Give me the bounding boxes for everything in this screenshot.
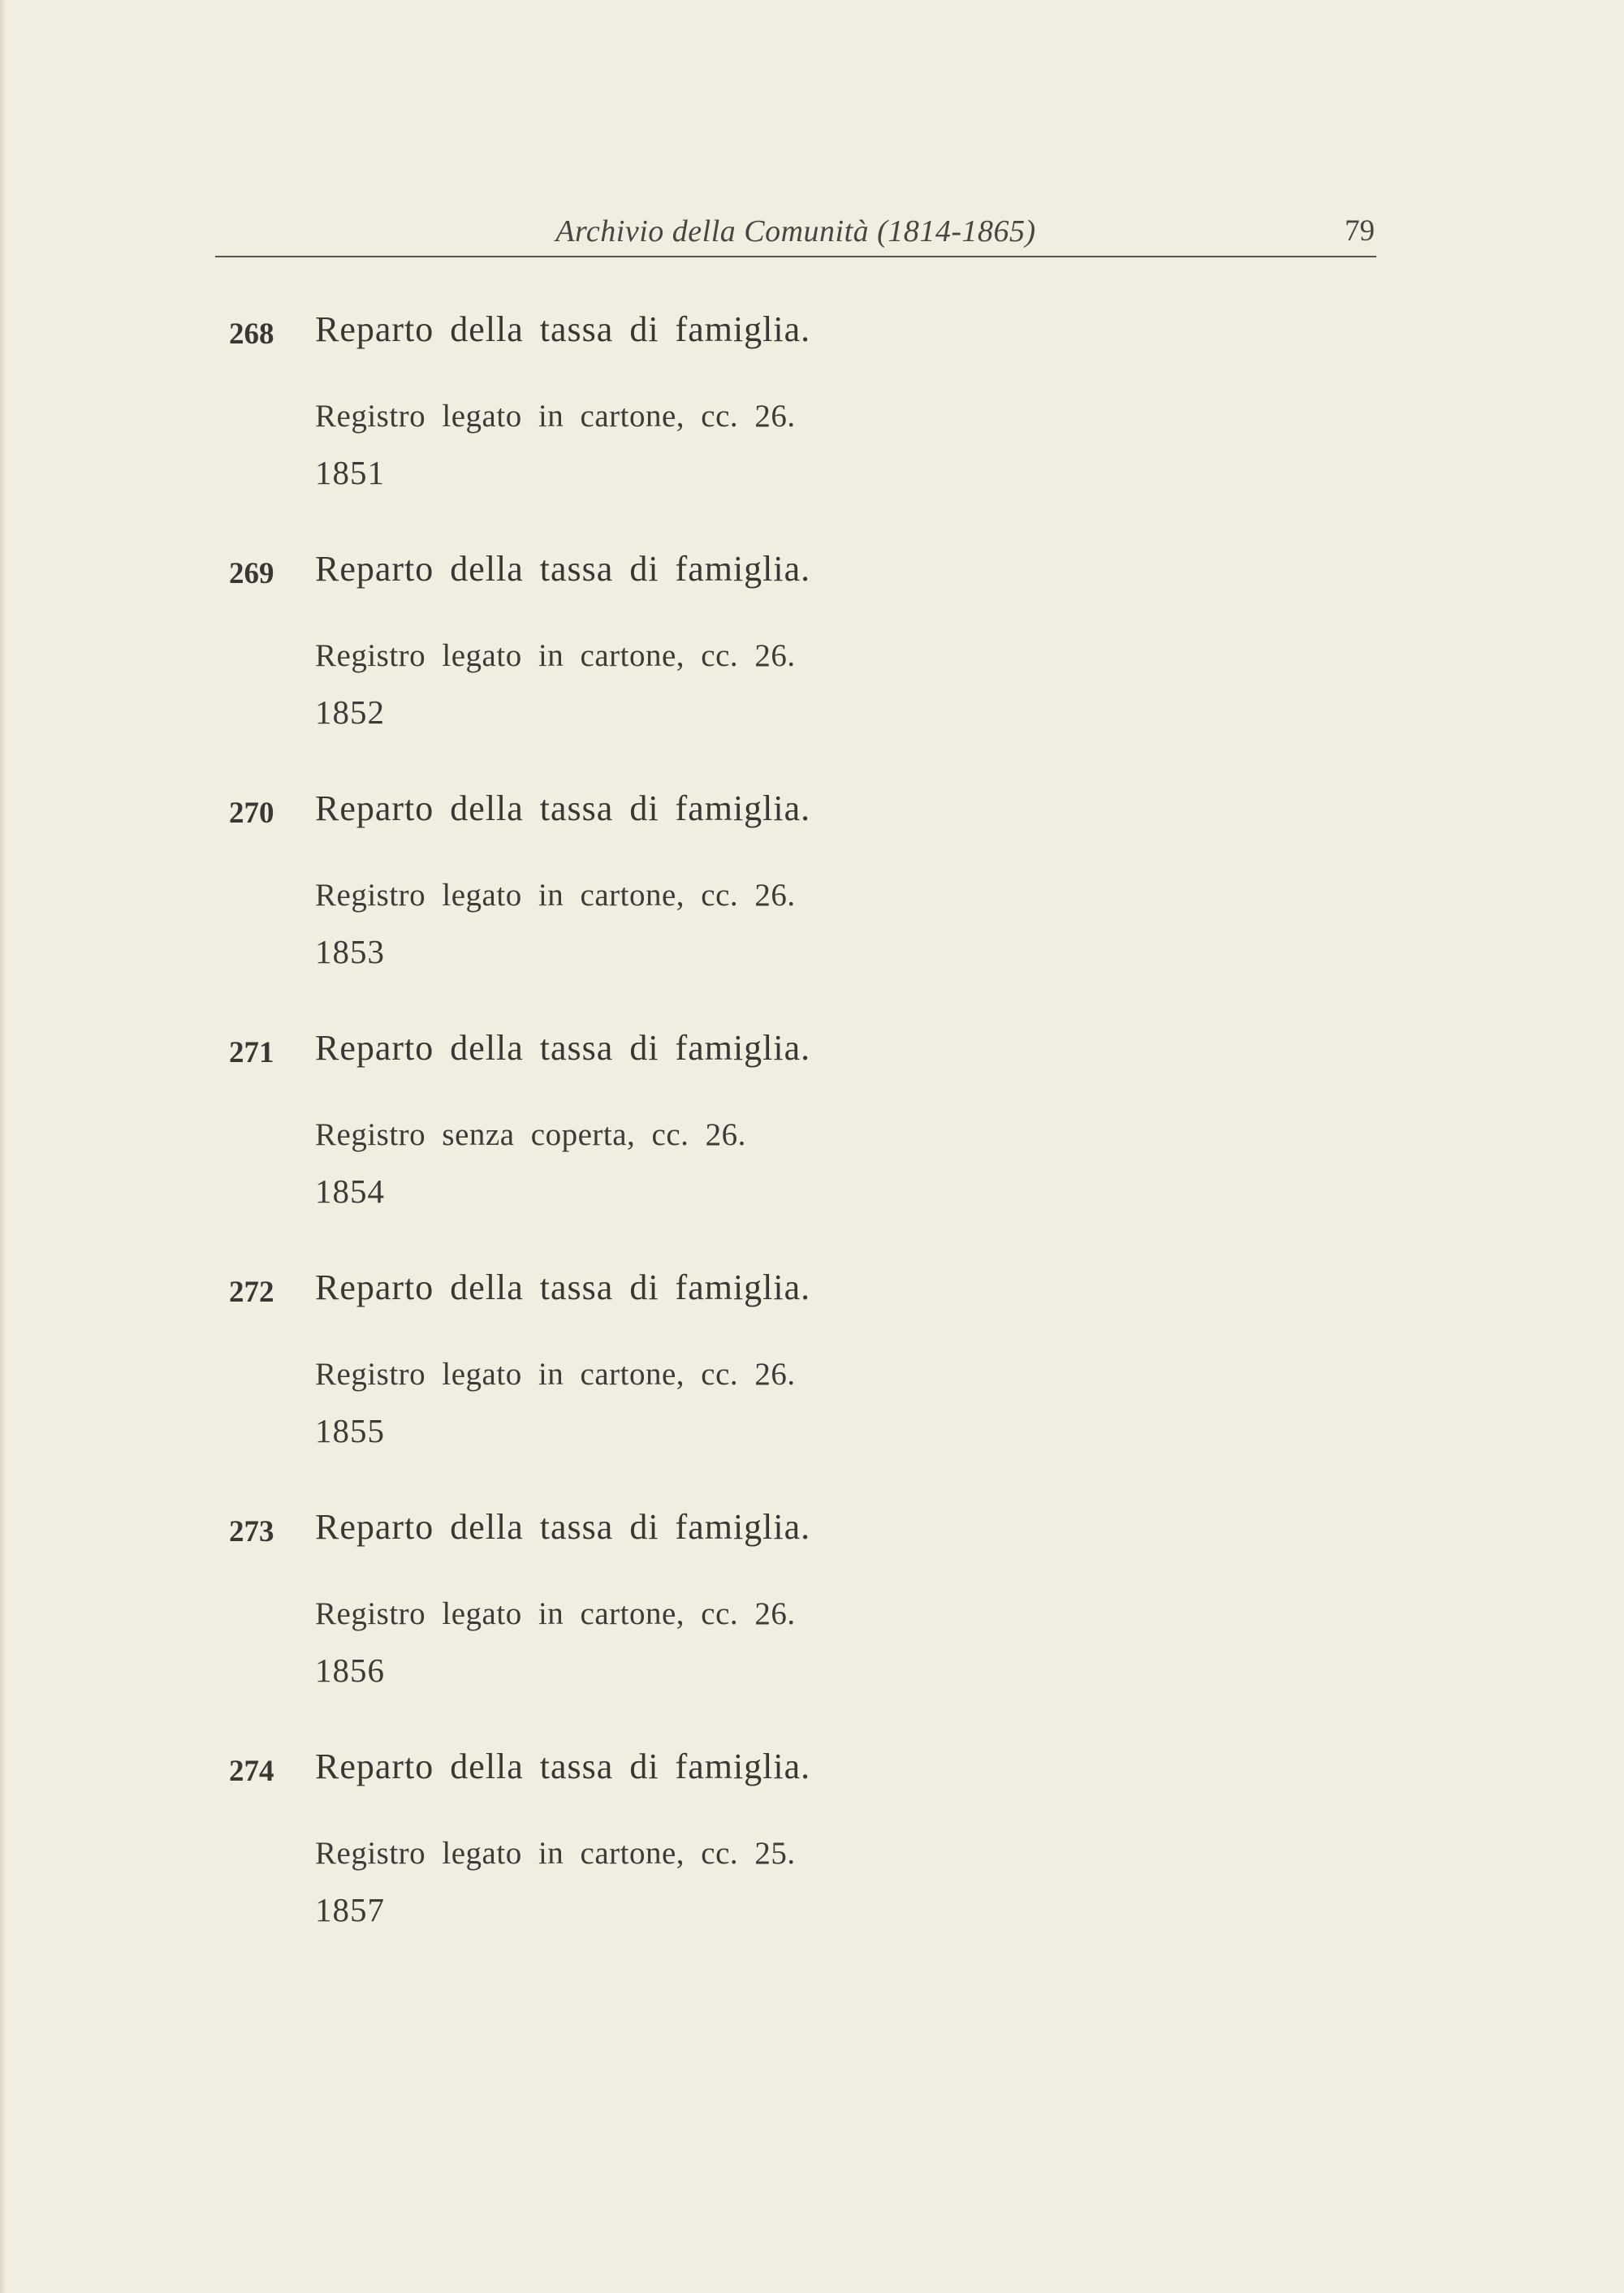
entry-year: 1851	[315, 454, 385, 491]
entry-description: Registro senza coperta, cc. 26.	[315, 1117, 746, 1152]
entry-year: 1857	[315, 1891, 385, 1928]
archive-entry	[219, 1027, 1194, 1267]
entry-year: 1852	[315, 693, 385, 731]
entry-year: 1854	[315, 1172, 385, 1210]
archive-entry-list	[219, 309, 1194, 1985]
header-rule	[215, 256, 1376, 257]
entry-year: 1855	[315, 1412, 385, 1449]
entry-number: 274	[229, 1755, 274, 1788]
entry-description: Registro legato in cartone, cc. 26.	[315, 1357, 796, 1392]
entry-title: Reparto della tassa di famiglia.	[315, 1028, 811, 1068]
entry-title: Reparto della tassa di famiglia.	[315, 309, 811, 349]
entry-description: Registro legato in cartone, cc. 26.	[315, 878, 796, 913]
entry-title: Reparto della tassa di famiglia.	[315, 1747, 811, 1786]
entry-description: Registro legato in cartone, cc. 26.	[315, 638, 796, 673]
page-number: 79	[1345, 214, 1375, 248]
entry-year: 1853	[315, 933, 385, 970]
entry-year: 1856	[315, 1652, 385, 1689]
entry-title: Reparto della tassa di famiglia.	[315, 1507, 811, 1547]
entry-number: 273	[229, 1515, 274, 1548]
entry-number: 272	[229, 1276, 274, 1309]
entry-number: 271	[229, 1036, 274, 1069]
entry-number: 268	[229, 317, 274, 351]
archive-entry	[219, 1506, 1194, 1746]
entry-description: Registro legato in cartone, cc. 26.	[315, 1596, 796, 1631]
page-edge-shadow	[0, 0, 6, 2293]
running-title: Archivio della Comunità (1814-1865)	[555, 214, 1036, 248]
archive-entry	[219, 309, 1194, 548]
entry-description: Registro legato in cartone, cc. 26.	[315, 399, 796, 434]
entry-description: Registro legato in cartone, cc. 25.	[315, 1836, 796, 1871]
archive-entry	[219, 788, 1194, 1027]
archive-entry	[219, 548, 1194, 788]
archive-entry	[219, 1746, 1194, 1985]
entry-title: Reparto della tassa di famiglia.	[315, 549, 811, 589]
entry-number: 270	[229, 797, 274, 830]
page-header	[215, 207, 1376, 257]
entry-number: 269	[229, 557, 274, 590]
archive-entry	[219, 1267, 1194, 1506]
entry-title: Reparto della tassa di famiglia.	[315, 788, 811, 828]
entry-title: Reparto della tassa di famiglia.	[315, 1267, 811, 1307]
